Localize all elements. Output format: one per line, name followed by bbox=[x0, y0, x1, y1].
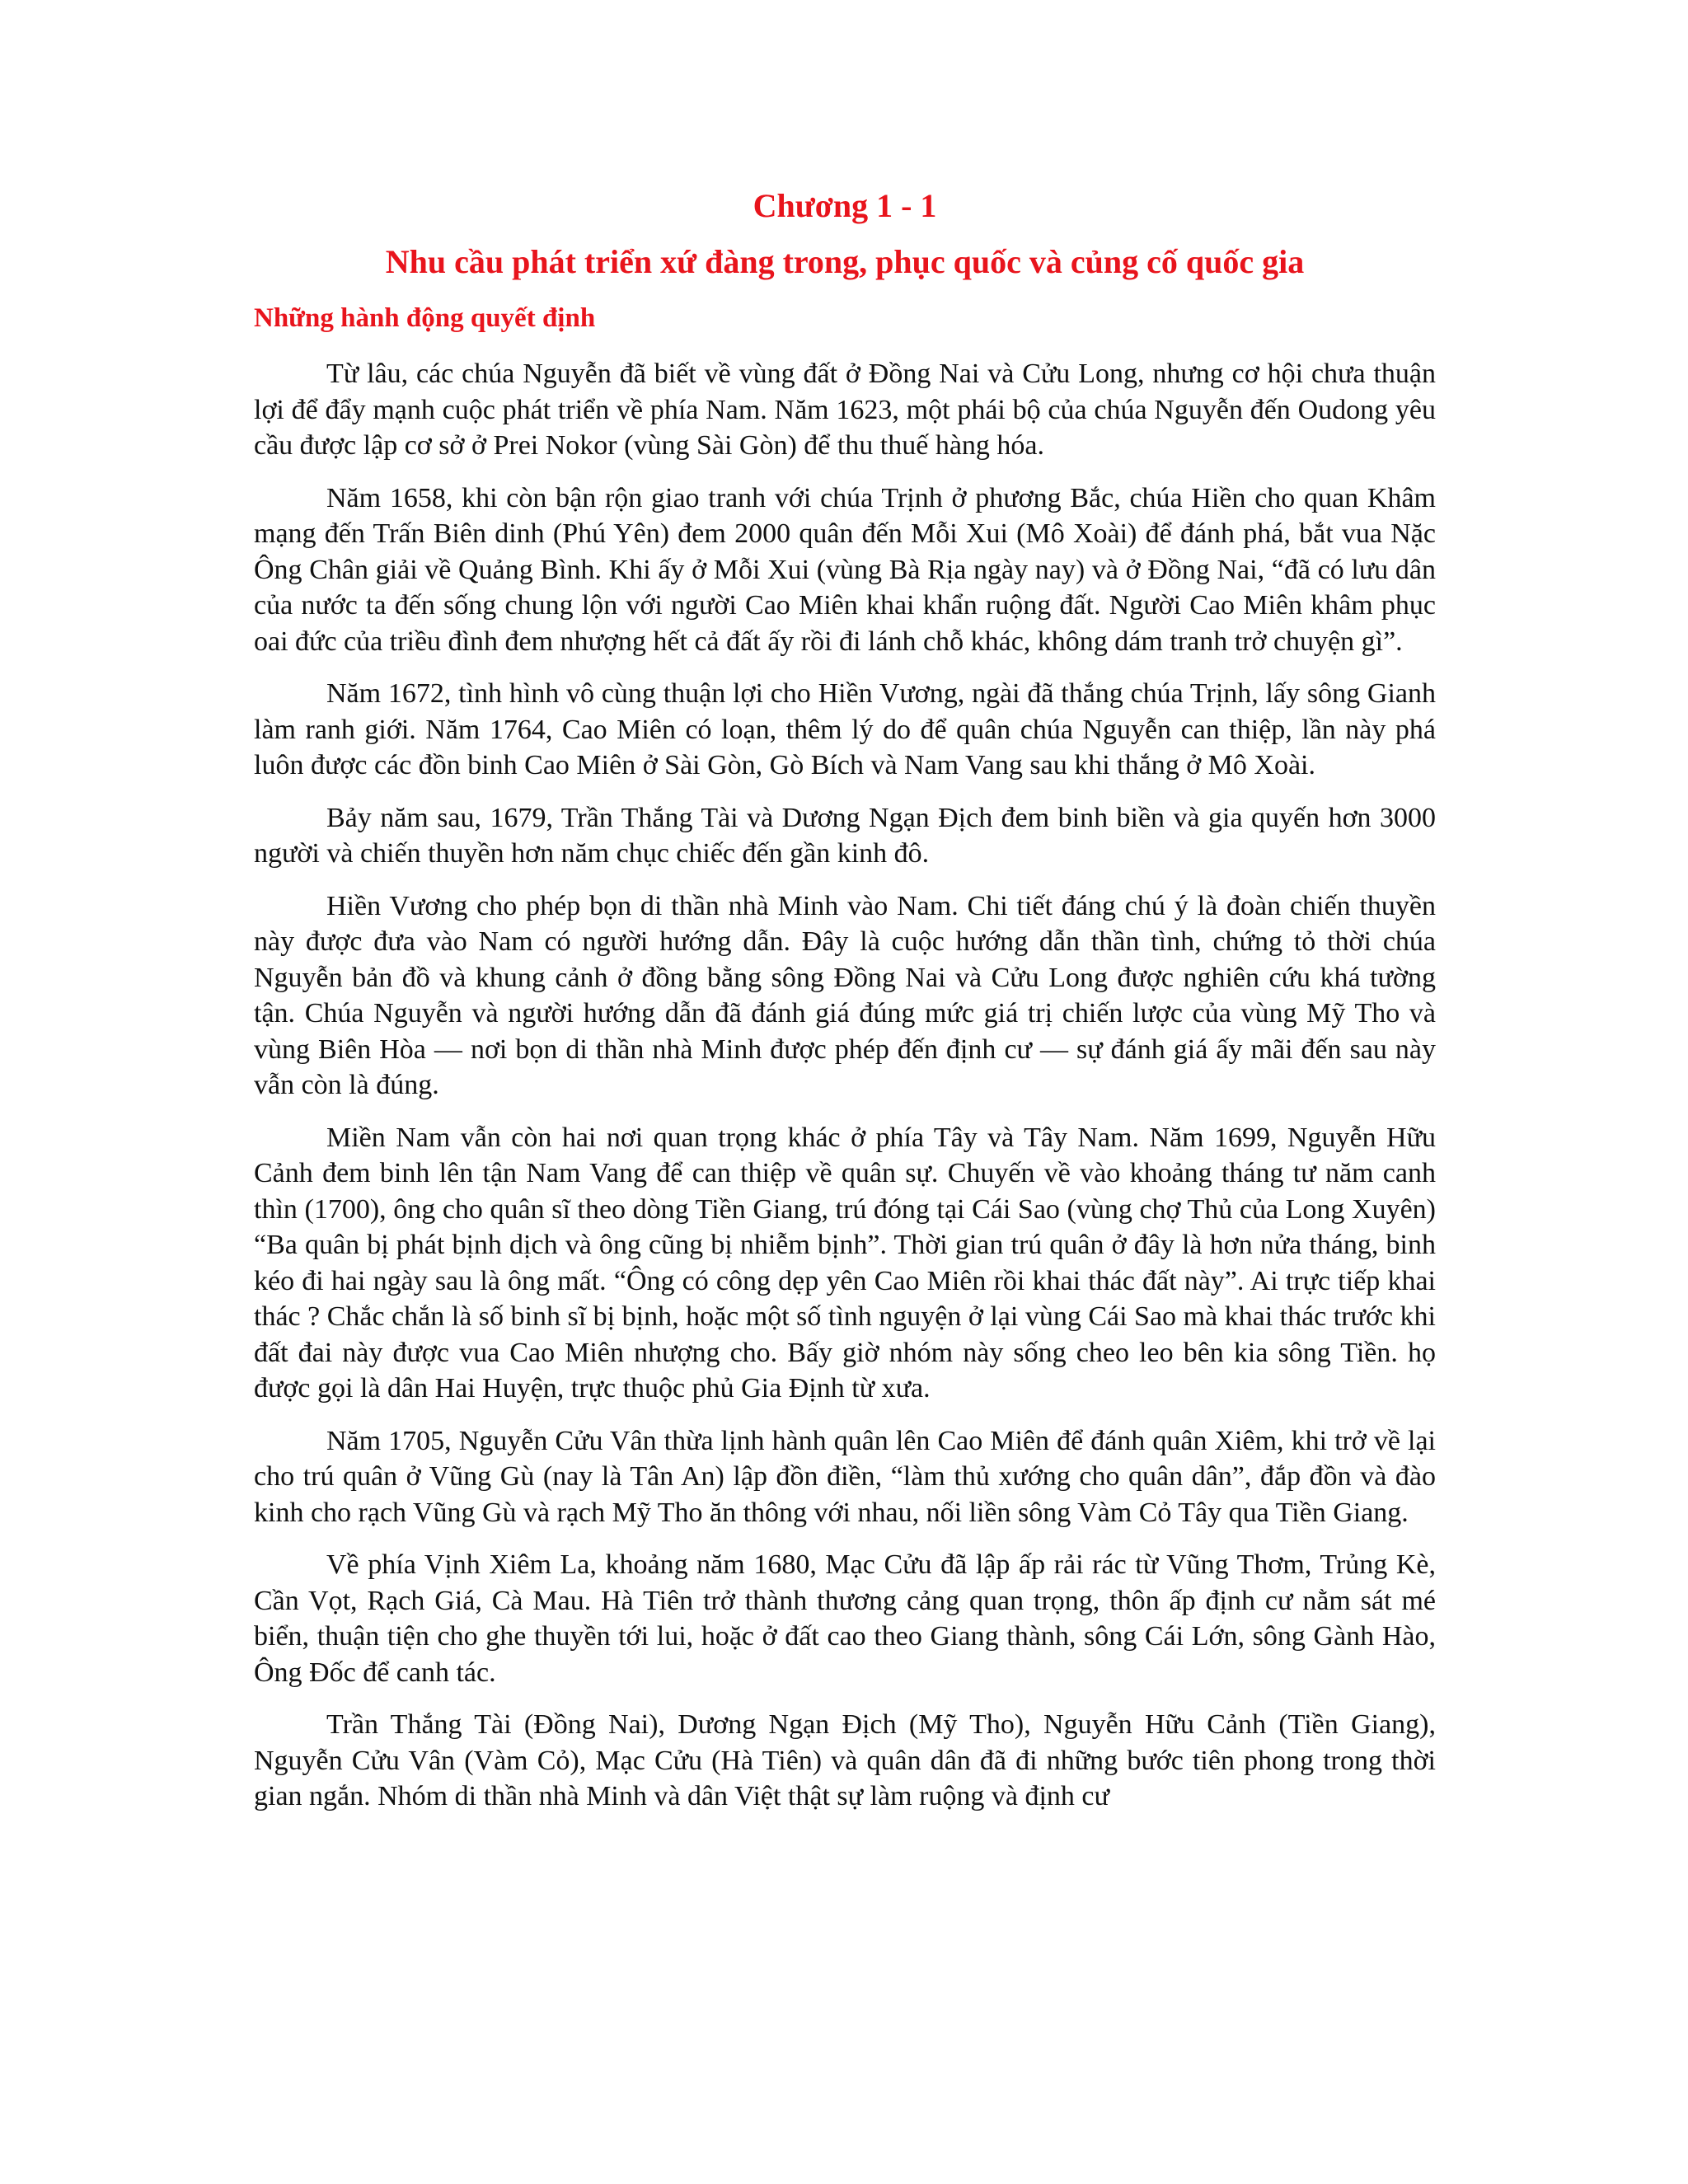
section-title: Những hành động quyết định bbox=[254, 303, 596, 333]
chapter-subtitle: Nhu cầu phát triển xứ đàng trong, phục quốc và củng cố quốc gia bbox=[385, 243, 1305, 280]
paragraph: Bảy năm sau, 1679, Trần Thắng Tài và Dương Ngạn Địch đem binh biền và gia quyến hơn 3000 người và chiến thuyền hơn năm chục chiếc đến gần kinh đô. bbox=[254, 802, 1436, 869]
paragraph: Miền Nam vẫn còn hai nơi quan trọng khác ở phía Tây và Tây Nam. Năm 1699, Nguyễn Hữu Cảnh đem binh lên tận Nam Vang để can thiệp về quân sự. Chuyến về vào khoảng tháng tư năm canh thìn (1700), ông cho quân sĩ theo dòng Tiền Giang, trú đóng tại Cái Sao (vùng chợ Thủ của Long Xuyên) “Ba quân bị phát bịnh dịch và ông cũng bị nhiễm bịnh”. Thời gian trú quân ở đây là hơn nửa tháng, binh kéo đi hai ngày sau là ông mất. “Ông có công dẹp yên Cao Miên rồi khai thác đất này”. Ai trực tiếp khai thác ? Chắc chắn là số binh sĩ bị bịnh, hoặc một số tình nguyện ở lại vùng Cái Sao mà khai thác trước khi đất đai này được vua Cao Miên nhượng cho. Bấy giờ nhóm này sống cheo leo bên kia sông Tiền. họ được gọi là dân Hai Huyện, trực thuộc phủ Gia Định từ xưa. bbox=[254, 1122, 1436, 1404]
document-page bbox=[254, 181, 1436, 1831]
paragraph: Hiền Vương cho phép bọn di thần nhà Minh vào Nam. Chi tiết đáng chú ý là đoàn chiến thuyền này được đưa vào Nam có người hướng dẫn. Đây là cuộc hướng dẫn thần tình, chứng tỏ thời chúa Nguyễn bản đồ và khung cảnh ở đồng bằng sông Đồng Nai và Cửu Long được nghiên cứu khá tường tận. Chúa Nguyễn và người hướng dẫn đã đánh giá đúng mức giá trị chiến lược của vùng Mỹ Tho và vùng Biên Hòa — nơi bọn di thần nhà Minh được phép đến định cư — sự đánh giá ấy mãi đến sau này vẫn còn là đúng. bbox=[254, 890, 1436, 1100]
paragraph: Năm 1658, khi còn bận rộn giao tranh với chúa Trịnh ở phương Bắc, chúa Hiền cho quan Khâm mạng đến Trấn Biên dinh (Phú Yên) đem 2000 quân đến Mỗi Xui (Mô Xoài) để đánh phá, bắt vua Nặc Ông Chân giải về Quảng Bình. Khi ấy ở Mỗi Xui (vùng Bà Rịa ngày nay) và ở Đồng Nai, “đã có lưu dân của nước ta đến sống chung lộn với người Cao Miên khai khẩn ruộng đất. Người Cao Miên khâm phục oai đức của triều đình đem nhượng hết cả đất ấy rồi đi lánh chỗ khác, không dám tranh trở chuyện gì”. bbox=[254, 482, 1436, 657]
paragraph: Trần Thắng Tài (Đồng Nai), Dương Ngạn Địch (Mỹ Tho), Nguyễn Hữu Cảnh (Tiền Giang), Nguyễn Cửu Vân (Vàm Cỏ), Mạc Cửu (Hà Tiên) và quân dân đã đi những bước tiên phong trong thời gian ngắn. Nhóm di thần nhà Minh và dân Việt thật sự làm ruộng và định cư bbox=[254, 1709, 1436, 1811]
paragraph: Năm 1672, tình hình vô cùng thuận lợi cho Hiền Vương, ngài đã thắng chúa Trịnh, lấy sông Gianh làm ranh giới. Năm 1764, Cao Miên có loạn, thêm lý do để quân chúa Nguyễn can thiệp, lần này phá luôn được các đồn binh Cao Miên ở Sài Gòn, Gò Bích và Nam Vang sau khi thắng ở Mô Xoài. bbox=[254, 678, 1436, 780]
chapter-title: Chương 1 - 1 bbox=[753, 187, 937, 224]
paragraph: Về phía Vịnh Xiêm La, khoảng năm 1680, Mạc Cửu đã lập ấp rải rác từ Vũng Thơm, Trủng Kè, Cần Vọt, Rạch Giá, Cà Mau. Hà Tiên trở thành thương cảng quan trọng, thôn ấp định cư nằm sát mé biển, thuận tiện cho ghe thuyền tới lui, hoặc ở đất cao theo Giang thành, sông Cái Lớn, sông Gành Hào, Ông Đốc để canh tác. bbox=[254, 1549, 1436, 1688]
paragraph: Năm 1705, Nguyễn Cửu Vân thừa lịnh hành quân lên Cao Miên để đánh quân Xiêm, khi trở về lại cho trú quân ở Vũng Gù (nay là Tân An) lập đồn điền, “làm thủ xướng cho quân dân”, đắp đồn và đào kinh cho rạch Vũng Gù và rạch Mỹ Tho ăn thông với nhau, nối liền sông Vàm Cỏ Tây qua Tiền Giang. bbox=[254, 1425, 1436, 1528]
paragraph: Từ lâu, các chúa Nguyễn đã biết về vùng đất ở Đồng Nai và Cửu Long, nhưng cơ hội chưa thuận lợi để đẩy mạnh cuộc phát triển về phía Nam. Năm 1623, một phái bộ của chúa Nguyễn đến Oudong yêu cầu được lập cơ sở ở Prei Nokor (vùng Sài Gòn) để thu thuế hàng hóa. bbox=[254, 359, 1436, 461]
